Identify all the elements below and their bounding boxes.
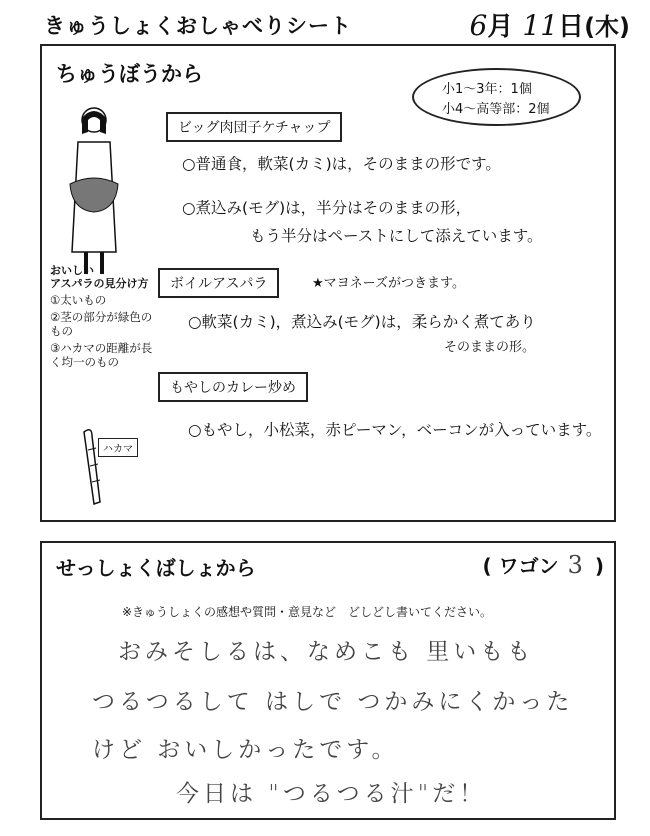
- sheet-header: [44, 6, 634, 46]
- date-weekday: (木): [584, 13, 630, 41]
- classroom-section-title: せっしょくばしょから: [56, 556, 256, 580]
- menu-item-label-asparagus: ボイルアスパラ: [158, 268, 279, 298]
- tip-2: ②茎の部分が緑色のもの: [50, 310, 153, 338]
- meatball-line-2: ○煮込み(モグ)は，半分はそのままの形，: [182, 199, 472, 217]
- menu-item-label-meatball: ビッグ肉団子ケチャップ: [166, 112, 342, 142]
- asparagus-tips: [50, 264, 160, 369]
- asparagus-line-2: そのままの形。: [444, 340, 536, 355]
- asparagus-line-1: ○軟菜(カミ)，煮込み(モグ)は，柔らかく煮てあり: [188, 313, 536, 331]
- date-month-unit: 月: [487, 12, 514, 42]
- date-day: 11: [522, 9, 559, 42]
- kitchen-section-title: ちゅうぼうから: [56, 62, 203, 86]
- bubble-line-2: 小4〜高等部：2個: [442, 102, 550, 117]
- date-day-unit: 日: [558, 12, 585, 42]
- comment-instruction: ※きゅうしょくの感想や質問・意見など どしどし書いてください。: [122, 605, 493, 619]
- tip-3: ③ハカマの距離が長く均一のもの: [50, 341, 153, 369]
- wagon-number: [483, 550, 605, 579]
- comment-line-2: つるつるして はしで つかみにくかった: [92, 689, 574, 715]
- date-month: 6: [469, 9, 488, 42]
- meatball-line-1: ○普通食，軟菜(カミ)は，そのままの形です。: [182, 155, 501, 173]
- tips-title-1: おいしい: [50, 264, 94, 277]
- tip-1: ①太いもの: [50, 293, 107, 307]
- tips-title-2: アスパラの見分け方: [50, 277, 149, 290]
- wagon-number-value: 3: [567, 551, 583, 579]
- comment-line-4: 今日は "つるつる汁"だ！: [176, 781, 487, 807]
- beansprouts-line-1: ○もやし，小松菜，赤ピーマン，ベーコンが入っています。: [188, 421, 602, 439]
- speech-bubble: [412, 68, 581, 126]
- date: [470, 6, 631, 43]
- asparagus-note: ★マヨネーズがつきます。: [312, 276, 465, 291]
- sheet-title: きゅうしょくおしゃべりシート: [44, 14, 352, 38]
- menu-item-label-beansprouts: もやしのカレー炒め: [158, 372, 308, 402]
- comment-line-1: おみそしるは、なめこも 里いもも: [118, 639, 535, 665]
- bubble-line-1: 小1〜3年：1個: [442, 82, 532, 97]
- wagon-open-paren: (: [482, 554, 492, 578]
- wagon-close-paren: ): [594, 554, 604, 578]
- comment-line-3: けど おいしかったです。: [92, 737, 399, 763]
- cook-illustration: [64, 102, 124, 282]
- hakama-badge: ハカマ: [98, 438, 138, 457]
- wagon-label: ワゴン: [498, 554, 559, 578]
- kitchen-section: [40, 44, 616, 522]
- classroom-section: [40, 541, 616, 820]
- meatball-line-3: もう半分はペーストにして添えています。: [250, 227, 543, 245]
